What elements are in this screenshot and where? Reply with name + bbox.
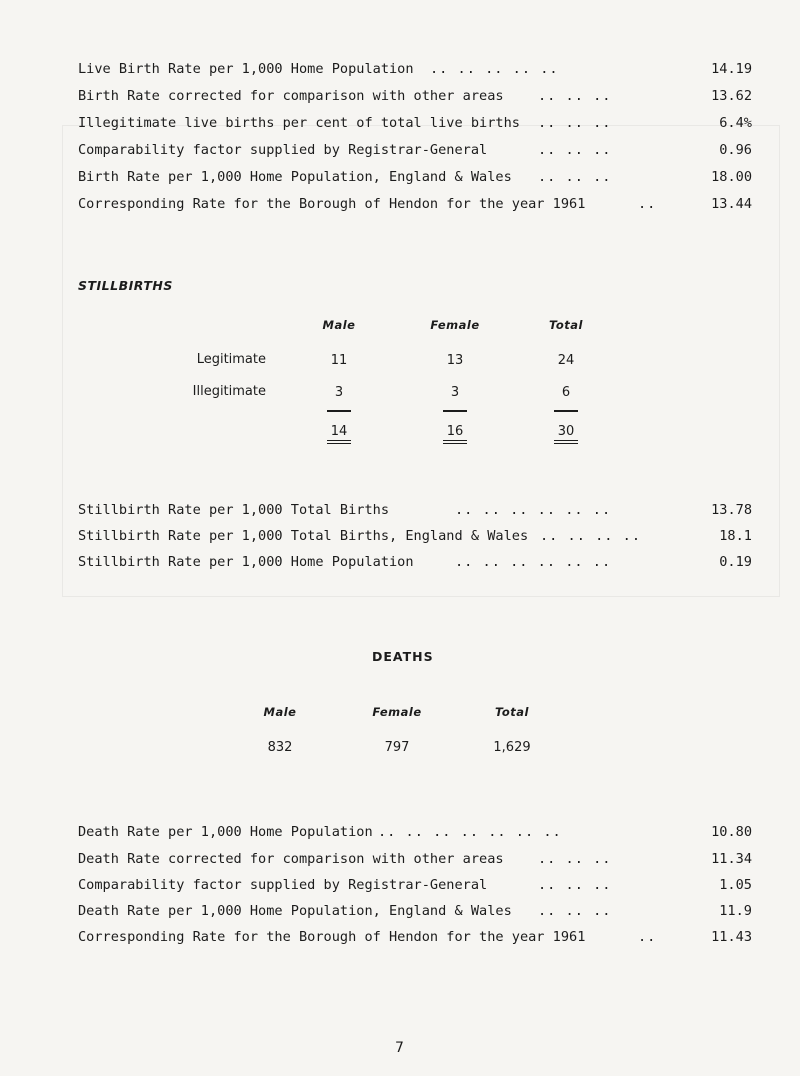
col-header-total: Total: [549, 318, 583, 332]
cell-total-female: 16: [446, 424, 464, 439]
leader-dots: ..: [638, 196, 657, 212]
death-rate-england-wales-row: [78, 900, 752, 922]
deaths-col-total: Total: [495, 705, 529, 719]
row-value: 11.43: [711, 929, 752, 945]
cell-legitimate-male: 11: [330, 353, 348, 368]
deaths-col-female: Female: [372, 705, 422, 719]
row-value: 10.80: [711, 824, 752, 840]
leader-dots: .. .. ..: [538, 851, 612, 867]
leader-dots: .. .. .. .. .. ..: [455, 502, 612, 518]
leader-dots: .. .. ..: [538, 903, 612, 919]
row-value: 1.05: [719, 877, 752, 893]
leader-dots: .. .. .. .. .. .. ..: [378, 824, 562, 840]
double-rule-female-2: [443, 443, 467, 444]
double-rule-total-1: [554, 440, 578, 441]
double-rule-male-2: [327, 443, 351, 444]
sum-rule-female: [443, 410, 467, 412]
row-value: 13.78: [711, 502, 752, 518]
leader-dots: .. .. ..: [538, 169, 612, 185]
row-value: 11.9: [719, 903, 752, 919]
stillbirth-rate-england-wales-row: [78, 525, 752, 547]
row-value: 13.62: [711, 88, 752, 104]
row-label: Death Rate corrected for comparison with other areas: [78, 851, 504, 867]
deaths-total-value: 1,629: [493, 740, 531, 755]
cell-legitimate-total: 24: [557, 353, 575, 368]
row-label: Birth Rate corrected for comparison with other areas: [78, 88, 504, 104]
birth-rate-row: [78, 58, 752, 80]
deaths-female-value: 797: [384, 740, 410, 755]
row-label-illegitimate: Illegitimate: [192, 384, 266, 399]
deaths-male-value: 832: [267, 740, 293, 755]
birth-rate-england-wales-row: [78, 166, 752, 188]
row-value: 18.1: [719, 528, 752, 544]
row-label: Stillbirth Rate per 1,000 Total Births: [78, 502, 389, 518]
row-label: Corresponding Rate for the Borough of Hendon for the year 1961: [78, 929, 586, 945]
leader-dots: .. .. ..: [538, 142, 612, 158]
double-rule-female-1: [443, 440, 467, 441]
row-value: 6.4%: [719, 115, 752, 131]
leader-dots: .. .. .. .. .. ..: [455, 554, 612, 570]
illegitimate-percent-row: [78, 112, 752, 134]
row-label: Death Rate per 1,000 Home Population, England & Wales: [78, 903, 512, 919]
row-label-legitimate: Legitimate: [196, 352, 266, 367]
leader-dots: ..: [638, 929, 657, 945]
row-value: 14.19: [711, 61, 752, 77]
row-value: 13.44: [711, 196, 752, 212]
cell-total-total: 30: [557, 424, 575, 439]
cell-illegitimate-female: 3: [450, 385, 460, 400]
row-label: Comparability factor supplied by Registrar-General: [78, 877, 488, 893]
cell-illegitimate-male: 3: [334, 385, 344, 400]
birth-comparability-row: [78, 139, 752, 161]
cell-legitimate-female: 13: [446, 353, 464, 368]
double-rule-male-1: [327, 440, 351, 441]
double-rule-total-2: [554, 443, 578, 444]
birth-rate-corrected-row: [78, 85, 752, 107]
leader-dots: .. .. ..: [538, 877, 612, 893]
stillbirth-rate-row: [78, 499, 752, 521]
leader-dots: .. .. .. ..: [540, 528, 642, 544]
stillbirth-rate-home-pop-row: [78, 551, 752, 573]
row-label: Stillbirth Rate per 1,000 Home Population: [78, 554, 414, 570]
sum-rule-total: [554, 410, 578, 412]
deaths-heading: DEATHS: [372, 649, 434, 664]
row-label: Corresponding Rate for the Borough of Hendon for the year 1961: [78, 196, 586, 212]
col-header-female: Female: [430, 318, 480, 332]
cell-illegitimate-total: 6: [561, 385, 571, 400]
row-value: 18.00: [711, 169, 752, 185]
page-number: 7: [395, 1040, 404, 1056]
death-rate-corrected-row: [78, 848, 752, 870]
row-value: 0.96: [719, 142, 752, 158]
leader-dots: .. .. .. .. ..: [430, 61, 559, 77]
row-label: Stillbirth Rate per 1,000 Total Births, England & Wales: [78, 528, 529, 544]
deaths-col-male: Male: [263, 705, 297, 719]
sum-rule-male: [327, 410, 351, 412]
stillbirths-heading: STILLBIRTHS: [78, 278, 173, 293]
col-header-male: Male: [322, 318, 356, 332]
leader-dots: .. .. ..: [538, 88, 612, 104]
row-value: 0.19: [719, 554, 752, 570]
row-label: Birth Rate per 1,000 Home Population, England & Wales: [78, 169, 512, 185]
cell-total-male: 14: [330, 424, 348, 439]
death-comparability-row: [78, 874, 752, 896]
row-label: Death Rate per 1,000 Home Population: [78, 824, 373, 840]
death-rate-row: [78, 821, 752, 843]
birth-rate-hendon-1961-row: [78, 193, 752, 215]
row-label: Live Birth Rate per 1,000 Home Population: [78, 61, 414, 77]
row-value: 11.34: [711, 851, 752, 867]
row-label: Comparability factor supplied by Registrar-General: [78, 142, 488, 158]
leader-dots: .. .. ..: [538, 115, 612, 131]
death-rate-hendon-1961-row: [78, 926, 752, 948]
row-label: Illegitimate live births per cent of total live births: [78, 115, 520, 131]
